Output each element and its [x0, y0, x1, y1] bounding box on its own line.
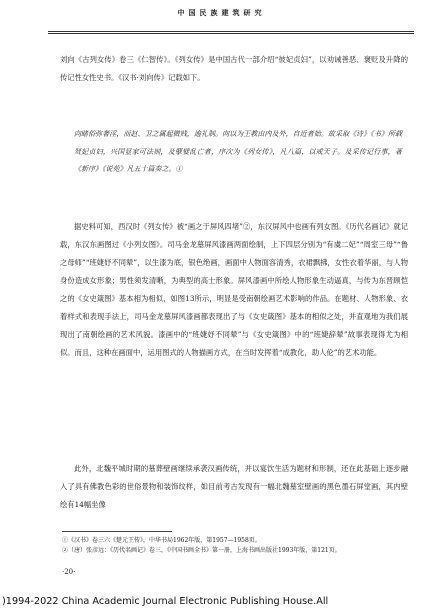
header-rule-top	[48, 31, 414, 32]
footnote-rule	[62, 531, 172, 532]
intro-paragraph: 刘向《古列女传》卷三《仁智传》。《列女传》是中国古代一部介绍“彼妃贞妇”，以劝诫善恶、褒贬及升降的传记性女性史书。《汉书·刘向传》记载如下。	[60, 55, 408, 82]
copyright-line: )1994-2022 China Academic Journal Electronic Publishing House.All	[2, 596, 329, 607]
running-head: 中国民族建筑研究	[177, 8, 266, 17]
body-paragraph-1: 据史料可知，西汉时《列女传》被“画之于屏风四堵”②，东汉屏风中也画有列女图。《历代名画记》就记载，东汉东画图过《小列女图》。司马金龙墓屏风漆画两面绘制，上下四层分别为“有虞二妃”“周室三母”“鲁之母师”“班婕妤不同辇”，以生漆为底，银色绝画，画面中人物面容清秀，衣裙飘拂，女性衣着华丽，与人物身份造成女形象；男性须发清晰，为典型的高士形象。屏风漆画中所绘人物形象生动逼真，与传为东晋顾恺之的《女史箴图》基本相为相似，如图13所示，明显是受南朝绘画艺术影响的作品。在题材、人物形象、衣着样式和表现手法上，司马金龙墓屏风漆画都表现出了与《女史箴图》基本的相似之处，并直观地为我们展现出了南朝绘画的艺术风貌。漆画中的“班婕妤不同辇”与《女史箴图》中的“班婕辞辇”故事表现得尤为相似。而且，这种在画面中，运用图式的人物描画方式，在当时发挥着“成教化，助人伦”的艺术功能。	[60, 222, 408, 357]
body-paragraph-2: 此外，北魏平城时期的墓葬壁画继续承袭汉画传统，并以宴饮生活为题材和形制，还在此基础上逐步融入了具有佛教色彩的世俗景物和装饰纹样，如目前考古发现有一幅北魏墓室壁画的黑色墨石屏堂画，其内壁绘有14幅坐像	[60, 464, 408, 509]
footnote-1: ①《汉书》卷三六《楚元王传》，中华书局1962年版，第1957—1958页。	[62, 537, 261, 544]
header-rule-bottom	[48, 33, 414, 34]
block-quote: 向睹俗弥奢淫，而赵、卫之属起微贱，逾礼制。向以为王教由内及外，自近者始。故采取《诗》《书》所载贤妃贞妇，兴国显家可法则，及孽嬖乱亡者，序次为《列女传》，凡八篇，以戒天子。及采传记行事，著《新序》《说苑》凡五十篇奏之。①	[74, 130, 402, 173]
page-number: ·20·	[62, 568, 76, 576]
footnote-2: ②（唐）张彦远：《历代名画记》卷三，《中国书画全书》第一册，上海书画出版社1993年版，第121页。	[62, 547, 341, 554]
